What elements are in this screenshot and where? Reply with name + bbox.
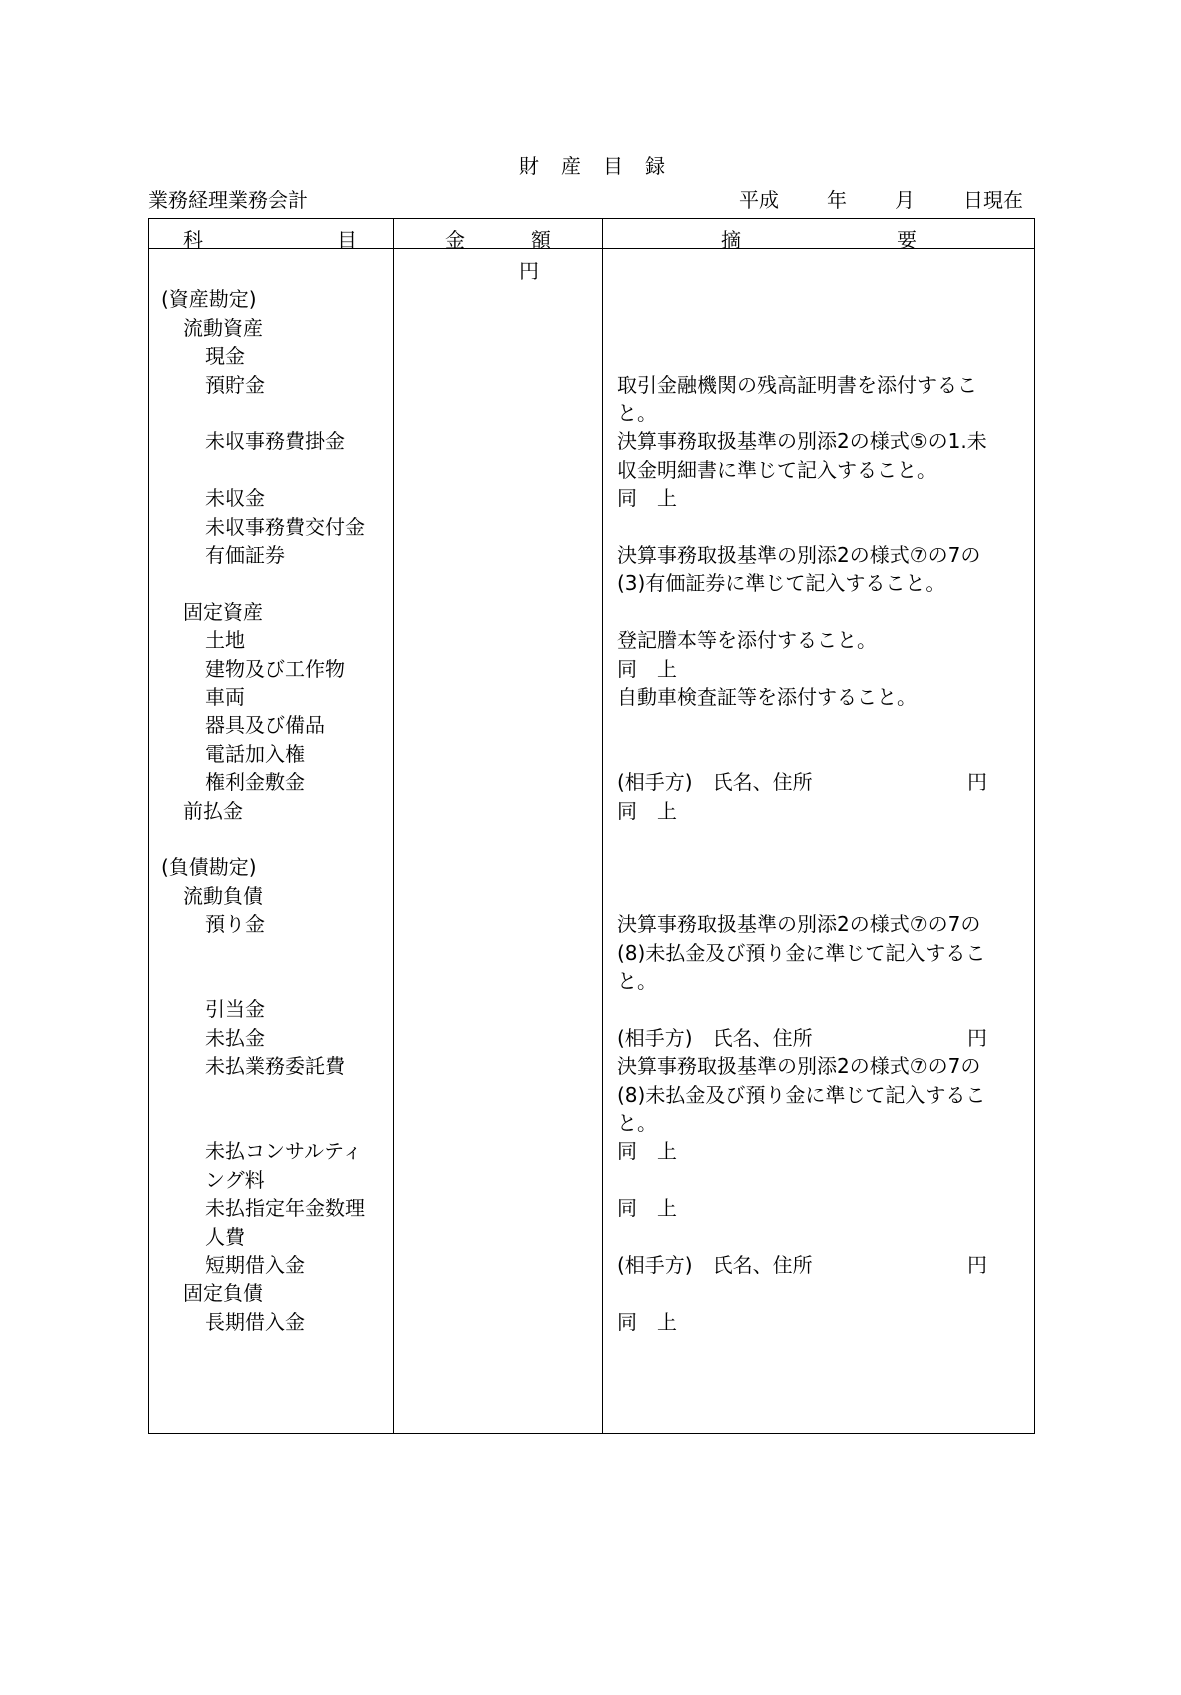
table-row (149, 1164, 1034, 1192)
table-row (149, 1107, 1034, 1135)
remark-text: 決算事務取扱基準の別添2の様式⑤の1.未 (617, 429, 987, 454)
table-row (149, 880, 1034, 908)
item-label: 未収金 (205, 486, 265, 511)
amount-unit: 円 (519, 259, 539, 283)
remark-yen-unit: 円 (967, 1025, 987, 1050)
item-label: 未払コンサルティ (205, 1139, 363, 1164)
remark-text: (8)未払金及び預り金に準じて記入するこ (617, 940, 986, 965)
remark-text: 同 上 (617, 656, 677, 681)
header-item-2: 目 (337, 228, 357, 252)
item-label: 土地 (205, 628, 245, 653)
header-amount-1: 金 (445, 228, 465, 252)
remark-text: 取引金融機関の残高証明書を添付するこ (617, 372, 977, 397)
table-row (149, 511, 1034, 539)
item-label: 固定負債 (183, 1281, 263, 1306)
remark-text: 自動車検査証等を添付すること。 (617, 685, 917, 709)
item-label: 流動負債 (183, 883, 263, 908)
item-label: 有価証券 (205, 543, 285, 567)
date-year: 年 (827, 188, 847, 212)
remark-text: (相手方) 氏名、住所 (617, 1025, 813, 1050)
table-row (149, 1050, 1034, 1078)
header-remarks-2: 要 (897, 228, 917, 252)
table-row (149, 624, 1034, 652)
item-label: 電話加入権 (205, 741, 305, 766)
item-label: 預貯金 (205, 372, 265, 397)
table-row (149, 738, 1034, 766)
remark-text: と。 (617, 1111, 657, 1135)
remark-text: と。 (617, 969, 657, 993)
title-char: 財 (519, 154, 539, 178)
date-month: 月 (895, 188, 915, 212)
table-row (149, 454, 1034, 482)
table-row (149, 1249, 1034, 1277)
table-row (149, 795, 1034, 823)
header-remarks-1: 摘 (721, 228, 741, 252)
table-row (149, 567, 1034, 595)
item-label: 現金 (205, 344, 245, 369)
item-label: (資産勘定) (161, 287, 257, 312)
header-item-1: 科 (183, 228, 203, 252)
item-label: 未払金 (205, 1025, 265, 1050)
table-row (149, 369, 1034, 397)
item-label: 未収事務費交付金 (205, 514, 365, 539)
organization-label: 業務経理業務会計 (148, 188, 308, 212)
page-title (0, 156, 1181, 176)
table-row (149, 1277, 1034, 1305)
remark-text: (3)有価証券に準じて記入すること。 (617, 571, 946, 596)
remark-text: 決算事務取扱基準の別添2の様式⑦の7の (617, 912, 981, 937)
table-row (149, 539, 1034, 567)
remark-text: (相手方) 氏名、住所 (617, 1253, 813, 1277)
table-row (149, 397, 1034, 425)
table-row (149, 823, 1034, 851)
table-row (149, 425, 1034, 453)
table-row (149, 908, 1034, 936)
item-label: 未払業務委託費 (205, 1054, 345, 1079)
table-row (149, 653, 1034, 681)
table-row (149, 937, 1034, 965)
remark-text: (8)未払金及び預り金に準じて記入するこ (617, 1082, 986, 1107)
item-label: 前払金 (183, 798, 243, 823)
item-label: 車両 (205, 685, 245, 709)
item-label: 流動資産 (183, 315, 263, 340)
table-row (149, 993, 1034, 1021)
table-row (149, 1306, 1034, 1334)
item-label: 固定資産 (183, 599, 263, 624)
table-row (149, 851, 1034, 879)
item-label: (負債勘定) (161, 855, 257, 880)
table-row (149, 283, 1034, 311)
remark-text: 同 上 (617, 1309, 677, 1334)
table-row (149, 965, 1034, 993)
item-label: 器具及び備品 (205, 713, 325, 738)
remark-text: (相手方) 氏名、住所 (617, 770, 813, 795)
title-char: 録 (645, 154, 665, 178)
date-era: 平成 (739, 188, 779, 212)
remark-text: 登記謄本等を添付すること。 (617, 628, 877, 653)
remark-text: 決算事務取扱基準の別添2の様式⑦の7の (617, 543, 981, 567)
table-row (149, 312, 1034, 340)
table-row (149, 1079, 1034, 1107)
item-label: 建物及び工作物 (205, 656, 345, 681)
remark-text: 同 上 (617, 1139, 677, 1164)
remark-yen-unit: 円 (967, 770, 987, 795)
table-row (149, 766, 1034, 794)
item-label: 引当金 (205, 997, 265, 1022)
table-row (149, 709, 1034, 737)
table-row (149, 255, 1034, 283)
remark-text: 収金明細書に準じて記入すること。 (617, 457, 937, 482)
remark-text: と。 (617, 401, 657, 425)
as-of-date (739, 190, 1023, 210)
remark-yen-unit: 円 (967, 1253, 987, 1277)
table-row (149, 681, 1034, 709)
item-label: 未払指定年金数理 (205, 1196, 365, 1221)
title-char: 目 (603, 154, 623, 178)
table-row (149, 1022, 1034, 1050)
table-row (149, 1192, 1034, 1220)
date-day: 日現在 (963, 188, 1023, 212)
remark-text: 同 上 (617, 486, 677, 511)
table-row (149, 340, 1034, 368)
item-label: 権利金敷金 (205, 770, 305, 795)
title-char: 産 (561, 154, 581, 178)
table-row (149, 1135, 1034, 1163)
table-row (149, 1221, 1034, 1249)
remark-text: 決算事務取扱基準の別添2の様式⑦の7の (617, 1054, 981, 1079)
property-inventory-table (148, 218, 1035, 1434)
header-amount-2: 額 (531, 228, 551, 252)
remark-text: 同 上 (617, 1196, 677, 1221)
table-row (149, 596, 1034, 624)
item-label: 長期借入金 (205, 1309, 305, 1334)
item-label: 人費 (205, 1224, 245, 1249)
item-label: ング料 (205, 1167, 265, 1192)
remark-text: 同 上 (617, 798, 677, 823)
table-row (149, 482, 1034, 510)
item-label: 預り金 (205, 912, 265, 937)
item-label: 未収事務費掛金 (205, 429, 345, 454)
item-label: 短期借入金 (205, 1253, 305, 1277)
